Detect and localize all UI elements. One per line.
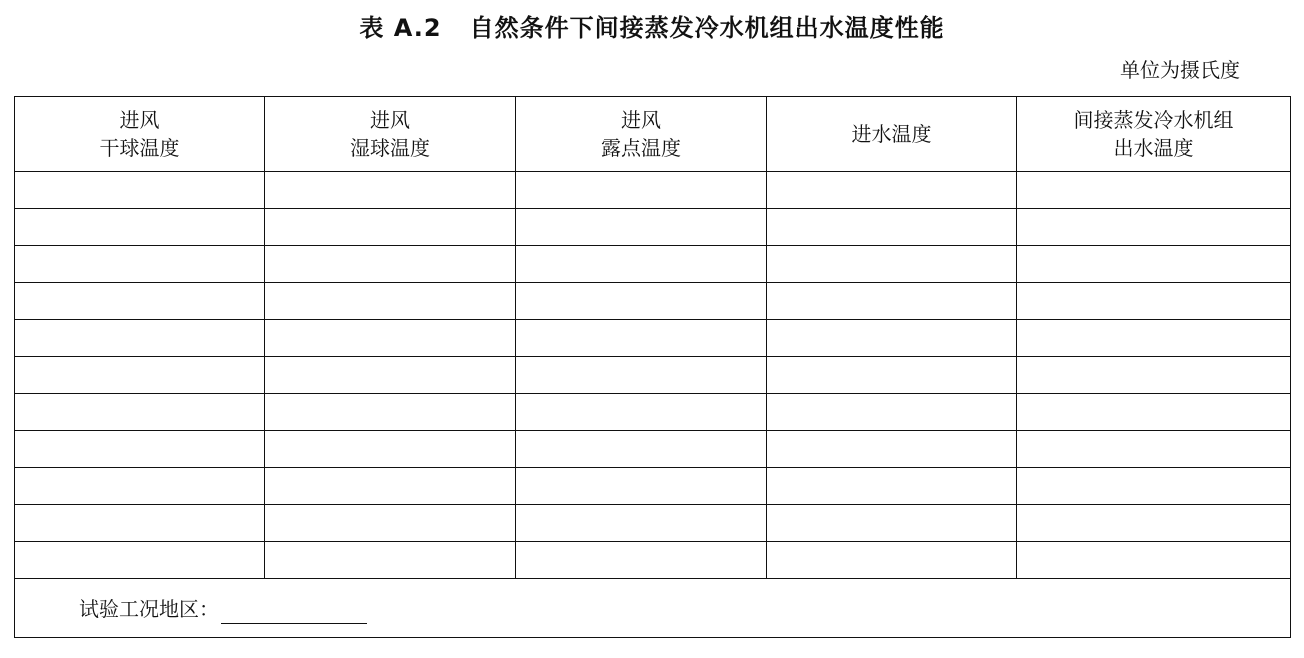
table-cell[interactable]	[1017, 542, 1291, 579]
header-inlet-dry-bulb	[15, 97, 265, 172]
table-cell[interactable]	[516, 357, 767, 394]
table-cell[interactable]	[1017, 468, 1291, 505]
table-cell[interactable]	[516, 320, 767, 357]
table-cell[interactable]	[516, 542, 767, 579]
table-cell[interactable]	[15, 172, 265, 209]
table-cell[interactable]	[265, 468, 516, 505]
table-cell[interactable]	[15, 542, 265, 579]
table-cell[interactable]	[516, 394, 767, 431]
table-cell[interactable]	[516, 468, 767, 505]
table-cell[interactable]	[1017, 246, 1291, 283]
table-cell[interactable]	[1017, 209, 1291, 246]
table-cell[interactable]	[15, 283, 265, 320]
table-cell[interactable]	[265, 283, 516, 320]
table-cell[interactable]	[1017, 283, 1291, 320]
table-cell[interactable]	[516, 505, 767, 542]
table-cell[interactable]	[15, 209, 265, 246]
table-cell[interactable]	[767, 246, 1017, 283]
header-line: 进风	[119, 108, 160, 132]
temperature-performance-table	[14, 96, 1291, 638]
table-cell[interactable]	[767, 283, 1017, 320]
table-cell[interactable]	[15, 246, 265, 283]
table-cell[interactable]	[265, 320, 516, 357]
table-cell[interactable]	[516, 283, 767, 320]
table-row	[15, 246, 1291, 283]
table-row	[15, 320, 1291, 357]
table-cell[interactable]	[1017, 357, 1291, 394]
test-region-blank-field[interactable]	[221, 599, 367, 624]
table-cell[interactable]	[1017, 172, 1291, 209]
table-cell[interactable]	[265, 394, 516, 431]
header-line: 干球温度	[99, 136, 180, 160]
table-cell[interactable]	[516, 209, 767, 246]
table-cell[interactable]	[767, 542, 1017, 579]
table-cell[interactable]	[265, 542, 516, 579]
header-inlet-water-temp	[767, 97, 1017, 172]
table-cell[interactable]	[265, 246, 516, 283]
table-cell[interactable]	[516, 431, 767, 468]
table-cell[interactable]	[767, 394, 1017, 431]
header-inlet-wet-bulb	[265, 97, 516, 172]
header-line: 进风	[370, 108, 410, 132]
header-line: 间接蒸发冷水机组	[1073, 108, 1234, 132]
table-cell[interactable]	[1017, 431, 1291, 468]
table-cell[interactable]	[767, 431, 1017, 468]
table-header-row	[15, 97, 1291, 172]
footer-cell	[15, 579, 1291, 638]
table-cell[interactable]	[767, 209, 1017, 246]
table-cell[interactable]	[767, 172, 1017, 209]
table-cell[interactable]	[1017, 394, 1291, 431]
unit-note: 单位为摄氏度	[1120, 58, 1240, 82]
table-row	[15, 209, 1291, 246]
table-cell[interactable]	[1017, 320, 1291, 357]
table-cell[interactable]	[1017, 505, 1291, 542]
table-cell[interactable]	[767, 320, 1017, 357]
table-cell[interactable]	[15, 320, 265, 357]
table-footer-row	[15, 579, 1291, 638]
header-outlet-water-temp	[1017, 97, 1291, 172]
test-region-label: 试验工况地区：	[79, 596, 219, 621]
table-cell[interactable]	[15, 394, 265, 431]
table-row	[15, 431, 1291, 468]
header-line: 进水温度	[851, 122, 932, 146]
table-cell[interactable]	[516, 172, 767, 209]
table-cell[interactable]	[15, 357, 265, 394]
table-cell[interactable]	[767, 468, 1017, 505]
table-row	[15, 468, 1291, 505]
header-line: 露点温度	[601, 136, 681, 160]
table-title: 表 A.2 自然条件下间接蒸发冷水机组出水温度性能	[359, 14, 945, 42]
header-line: 进风	[621, 108, 661, 132]
table-cell[interactable]	[265, 431, 516, 468]
table-row	[15, 505, 1291, 542]
table-cell[interactable]	[15, 431, 265, 468]
table-cell[interactable]	[516, 246, 767, 283]
header-line: 湿球温度	[350, 136, 430, 160]
table-cell[interactable]	[265, 505, 516, 542]
header-inlet-dew-point	[516, 97, 767, 172]
table-cell[interactable]	[15, 468, 265, 505]
table-row	[15, 172, 1291, 209]
table-row	[15, 283, 1291, 320]
table-cell[interactable]	[265, 357, 516, 394]
table-row	[15, 394, 1291, 431]
table-cell[interactable]	[767, 505, 1017, 542]
header-line: 出水温度	[1113, 136, 1194, 160]
table-cell[interactable]	[265, 172, 516, 209]
table-cell[interactable]	[265, 209, 516, 246]
table-row	[15, 542, 1291, 579]
table-cell[interactable]	[767, 357, 1017, 394]
table-cell[interactable]	[15, 505, 265, 542]
table-row	[15, 357, 1291, 394]
table-body	[15, 172, 1291, 638]
